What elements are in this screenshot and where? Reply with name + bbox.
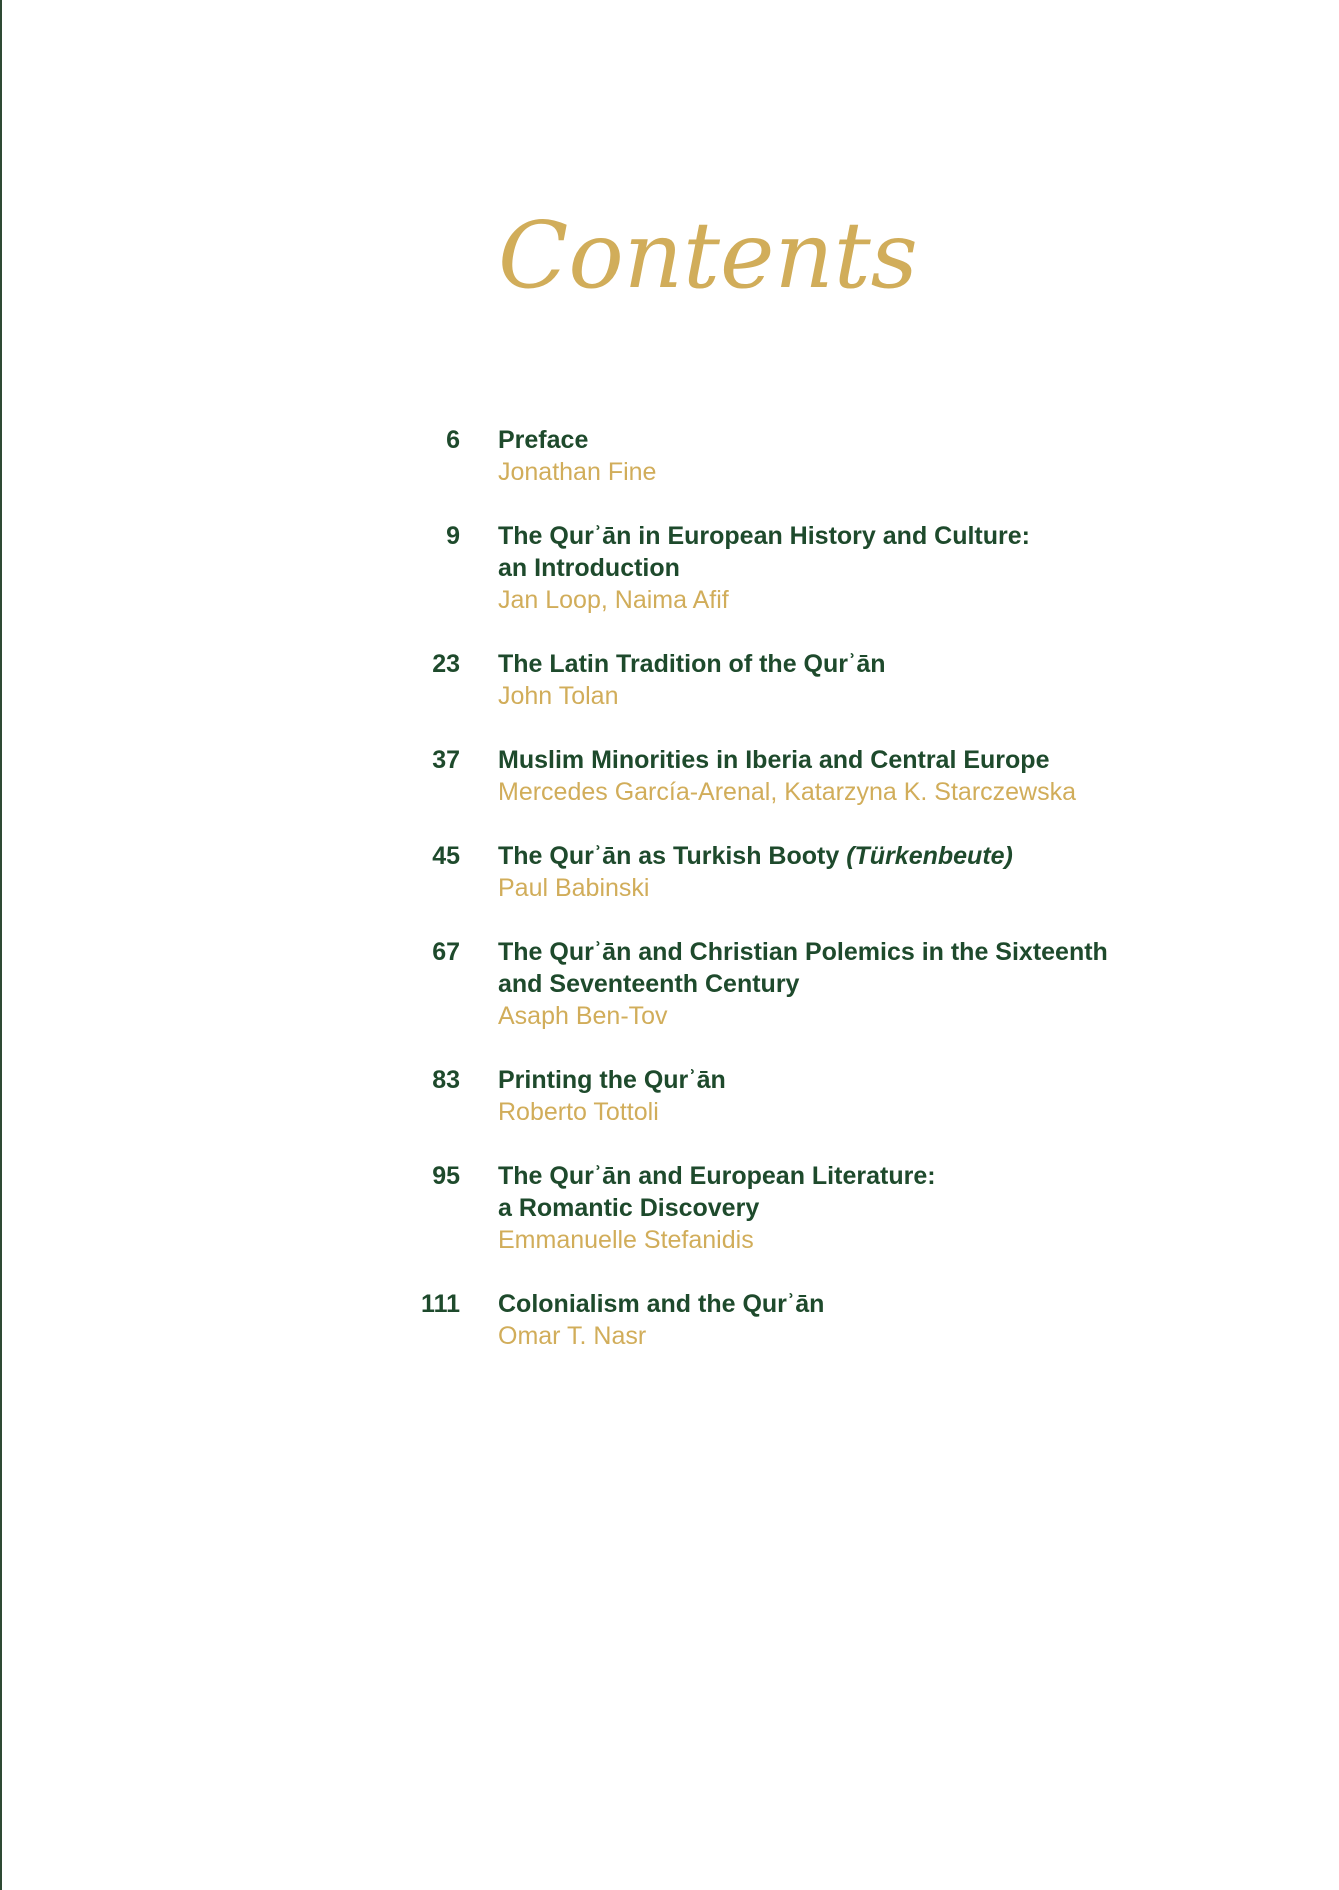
toc-entry[interactable] [410, 1288, 1130, 1352]
toc-entry[interactable] [410, 936, 1130, 1032]
entry-title-line: and Seventeenth Century [498, 970, 800, 998]
entry-author: Jan Loop, Naima Afif [498, 586, 729, 614]
entry-title-line: The Qurʾān in European History and Culture: [498, 522, 1030, 550]
entry-page-number: 6 [446, 426, 460, 454]
entry-title-italic: (Türkenbeute) [846, 842, 1013, 870]
table-of-contents [410, 424, 1130, 1384]
entry-title-line: Colonialism and the Qurʾān [498, 1290, 825, 1318]
left-edge-rule [0, 0, 2, 1890]
entry-page-number: 111 [421, 1290, 460, 1318]
entry-page-number: 37 [432, 746, 460, 774]
entry-title-line: Preface [498, 426, 589, 454]
toc-entry[interactable] [410, 1064, 1130, 1128]
entry-author: Mercedes García-Arenal, Katarzyna K. Starczewska [498, 778, 1077, 806]
toc-entry[interactable] [410, 1160, 1130, 1256]
entry-author: John Tolan [498, 682, 619, 710]
toc-entry[interactable] [410, 744, 1130, 808]
entry-page-number: 95 [432, 1162, 460, 1190]
entry-title-line [498, 840, 1130, 872]
entry-title-line: a Romantic Discovery [498, 1194, 760, 1222]
entry-author: Omar T. Nasr [498, 1322, 647, 1350]
toc-entry[interactable] [410, 424, 1130, 488]
entry-page-number: 45 [432, 842, 460, 870]
entry-page-number: 23 [432, 650, 460, 678]
entry-author: Asaph Ben-Tov [498, 1002, 668, 1030]
entry-title-line: The Latin Tradition of the Qurʾān [498, 650, 886, 678]
page-title: Contents [498, 202, 918, 309]
entry-title-line: an Introduction [498, 554, 680, 582]
entry-page-number: 9 [446, 522, 460, 550]
toc-entry[interactable] [410, 840, 1130, 904]
toc-entry[interactable] [410, 520, 1130, 616]
entry-author: Roberto Tottoli [498, 1098, 659, 1126]
entry-title-line: Printing the Qurʾān [498, 1066, 726, 1094]
entry-title-text: The Qurʾān as Turkish Booty [498, 842, 847, 870]
entry-author: Paul Babinski [498, 874, 650, 902]
entry-page-number: 83 [432, 1066, 460, 1094]
entry-title-line: The Qurʾān and Christian Polemics in the Sixteenth [498, 938, 1108, 966]
entry-author: Emmanuelle Stefanidis [498, 1226, 754, 1254]
entry-title-line: Muslim Minorities in Iberia and Central Europe [498, 746, 1050, 774]
entry-title-line: The Qurʾān and European Literature: [498, 1162, 936, 1190]
toc-entry[interactable] [410, 648, 1130, 712]
entry-page-number: 67 [432, 938, 460, 966]
entry-author: Jonathan Fine [498, 458, 657, 486]
